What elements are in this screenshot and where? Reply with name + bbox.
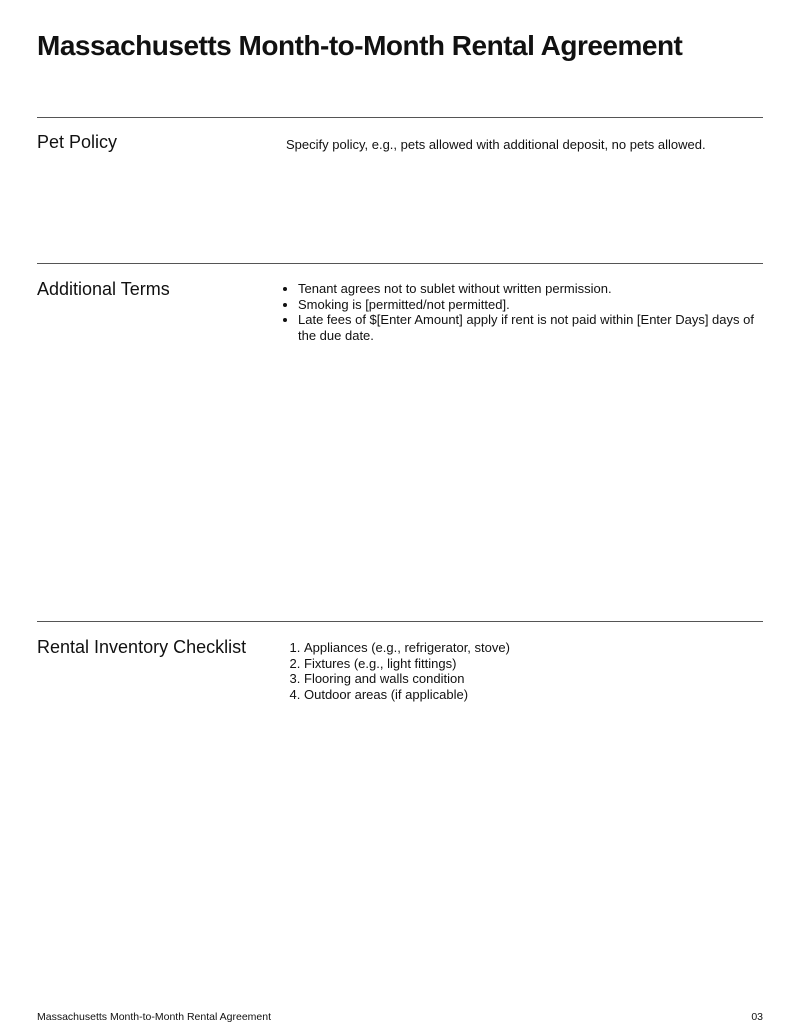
list-item: 3. Flooring and walls condition	[304, 671, 756, 687]
section-label-pet-policy: Pet Policy	[37, 132, 118, 152]
list-item: 4. Outdoor areas (if applicable)	[304, 687, 756, 703]
additional-terms-list	[286, 281, 756, 343]
page-title: Massachusetts Month-to-Month Rental Agreement	[37, 30, 683, 61]
section-label-additional-terms: Additional Terms	[37, 279, 170, 299]
inventory-checklist-list	[286, 640, 756, 702]
divider	[37, 263, 763, 264]
divider	[37, 117, 763, 118]
list-item: • Late fees of $[Enter Amount] apply if rent is not paid within [Enter Days] days of the due date.	[298, 312, 756, 343]
pet-policy-text: Specify policy, e.g., pets allowed with additional deposit, no pets allowed.	[286, 137, 706, 152]
section-label-inventory-checklist: Rental Inventory Checklist	[37, 637, 247, 657]
list-item: • Smoking is [permitted/not permitted].	[298, 297, 756, 313]
list-item: 2. Fixtures (e.g., light fittings)	[304, 656, 756, 672]
list-item: • Tenant agrees not to sublet without written permission.	[298, 281, 756, 297]
footer-title: Massachusetts Month-to-Month Rental Agreement	[37, 1011, 272, 1023]
divider	[37, 621, 763, 622]
list-item: 1. Appliances (e.g., refrigerator, stove)	[304, 640, 756, 656]
page-number: 03	[751, 1011, 763, 1023]
